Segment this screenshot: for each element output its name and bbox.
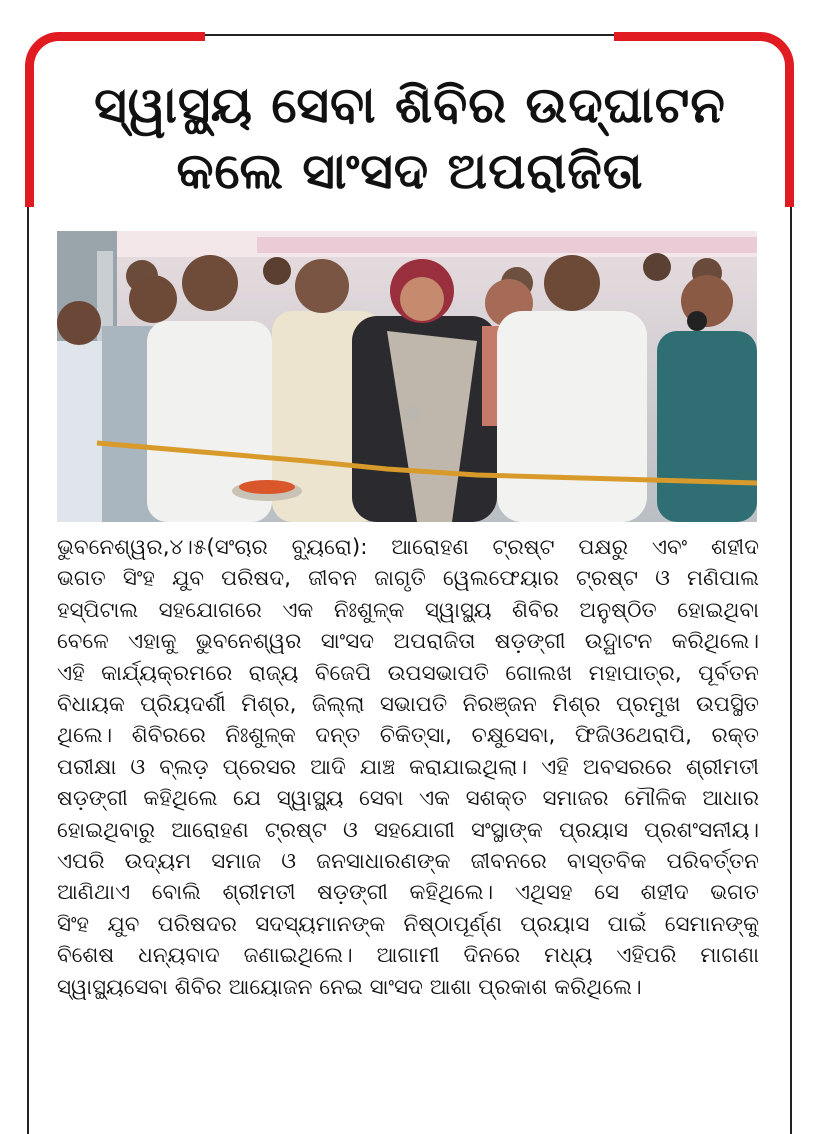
body-line: ସ୍ୱାସ୍ଥ୍ୟସେବା ଶିବିର ଆୟୋଜନ ନେଇ ସାଂସଦ ଆଶା ପ୍ରକାଶ କରିଥିଲେ। [57, 974, 642, 1000]
body-line: ହୋଇଥିବାରୁ ଆରୋହଣ ଟ୍ରଷ୍ଟ ଓ ସହଯୋଗୀ ସଂସ୍ଥାଙ୍କ ପ୍ରୟାସ ପ୍ରଶଂସନୀୟ। [57, 817, 759, 843]
body-line: ପରୀକ୍ଷା ଓ ବ୍ଲଡ଼ ପ୍ରେସର ଆଦି ଯାଞ୍ଚ କରାଯାଇଥିଲା। ଏହି ଅବସରରେ ଶ୍ରୀମତୀ [57, 754, 759, 780]
body-line: ସିଂହ ଯୁବ ପରିଷଦର ସଦସ୍ୟମାନଙ୍କ ନିଷ୍ଠାପୂର୍ଣ୍ଣ ପ୍ରୟାସ ପାଇଁ ସେମାନଙ୍କୁ [57, 911, 759, 937]
body-line: ବିଶେଷ ଧନ୍ୟବାଦ ଜଣାଇଥିଲେ। ଆଗାମୀ ଦିନରେ ମଧ୍ୟ ଏହିପରି ମାଗଣା [57, 943, 759, 969]
headline-line-2: କଲେ ସାଂସଦ ଅପରାଜିତା [176, 142, 644, 200]
body-line: ଏହି କାର୍ଯ୍ୟକ୍ରମରେ ରାଜ୍ୟ ବିଜେପି ଉପସଭାପତି ଗୋଲଖ ମହାପାତ୍ର, ପୂର୍ବତନ [57, 660, 759, 686]
body-line: ଷଡ଼ଙ୍ଗୀ କହିଥିଲେ ଯେ ସ୍ୱାସ୍ଥ୍ୟ ସେବା ଏକ ସଶକ୍ତ ସମାଜର ମୌଳିକ ଆଧାର [57, 786, 759, 812]
event-photo [57, 231, 757, 522]
body-line: ବେଳେ ଏହାକୁ ଭୁବନେଶ୍ୱର ସାଂସଦ ଅପରାଜିତା ଷଡ଼ଙ୍ଗୀ ଉଦ୍ଘାଟନ କରିଥିଲେ। [57, 629, 759, 655]
headline-line-1: ସ୍ୱାସ୍ଥ୍ୟ ସେବା ଶିବିର ଉଦ୍‌ଘାଟନ [94, 76, 726, 134]
body-line: ଆଣିଥାଏ ବୋଲି ଶ୍ରୀମତୀ ଷଡ଼ଙ୍ଗୀ କହିଥିଲେ। ଏଥିସହ ସେ ଶହୀଦ ଭଗତ [57, 880, 759, 906]
article-headline [60, 72, 760, 204]
body-line: ଥିଲେ। ଶିବିରରେ ନିଃଶୁଳ୍କ ଦନ୍ତ ଚିକିତ୍ସା, ଚକ୍ଷୁସେବା, ଫିଜିଓଥେରାପି, ରକ୍ତ [57, 723, 759, 749]
body-line: ଏପରି ଉଦ୍ୟମ ସମାଜ ଓ ଜନସାଧାରଣଙ୍କ ଜୀବନରେ ବାସ୍ତବିକ ପରିବର୍ତ୍ତନ [57, 849, 759, 875]
article-body [57, 532, 759, 1003]
body-line: ଭଗତ ସିଂହ ଯୁବ ପରିଷଦ, ଜୀବନ ଜାଗୃତି ୱେଲଫେୟାର ଟ୍ରଷ୍ଟ ଓ ମଣିପାଲ [57, 566, 759, 592]
body-line: ବିଧାୟକ ପ୍ରିୟଦର୍ଶୀ ମିଶ୍ର, ଜିଲ୍ଲା ସଭାପତି ନିରଞ୍ଜନ ମିଶ୍ର ପ୍ରମୁଖ ଉପସ୍ଥିତ [57, 692, 759, 718]
body-line: ଭୁବନେଶ୍ୱର,୪।୫(ସଂଚାର ବ୍ୟୁରୋ): ଆରୋହଣ ଟ୍ରଷ୍ଟ ପକ୍ଷରୁ ଏବଂ ଶହୀଦ [57, 535, 759, 560]
body-line: ହସ୍ପିଟାଲ ସହଯୋଗରେ ଏକ ନିଃଶୁଳ୍କ ସ୍ୱାସ୍ଥ୍ୟ ଶିବିର ଅନୁଷ୍ଠିତ ହୋଇଥିବା [57, 597, 759, 623]
